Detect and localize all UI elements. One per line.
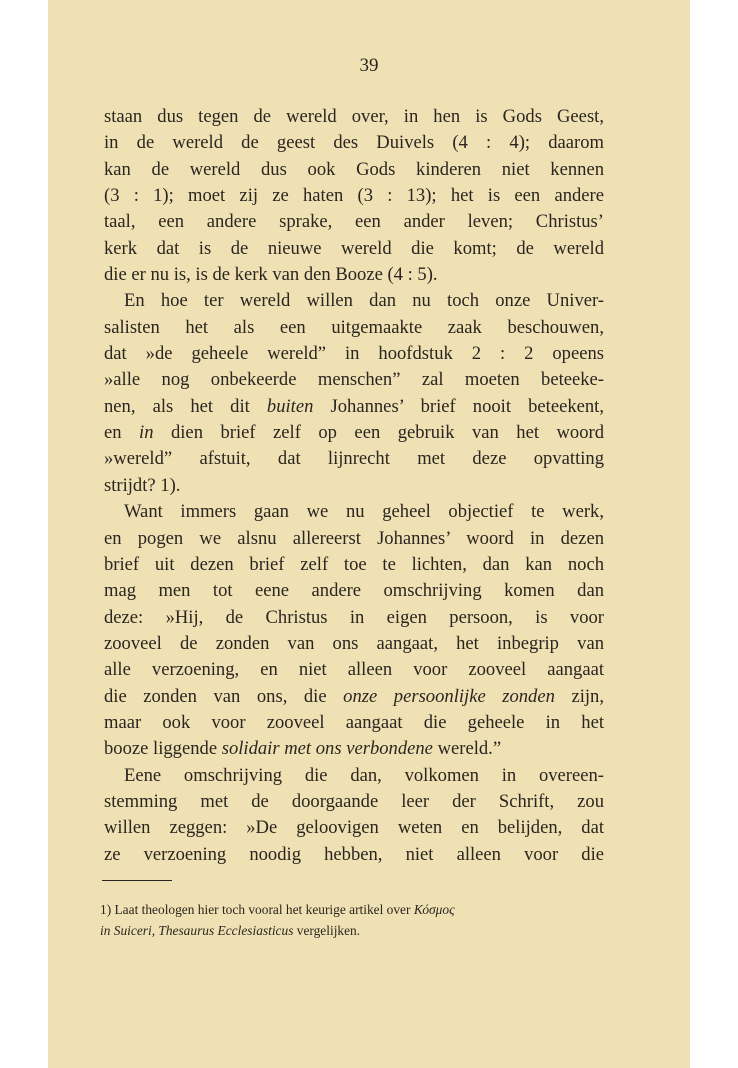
text-line	[104, 684, 604, 710]
text-run: nen, als het dit	[104, 395, 267, 417]
text-line: mag men tot eene andere omschrijving komen dan	[104, 580, 604, 602]
text-line: Eene omschrijving die dan, volkomen in overeen-	[124, 764, 604, 786]
text-line: willen zeggen: »De geloovigen weten en belijden, dat	[104, 817, 604, 839]
text-line: Want immers gaan we nu geheel objectief te werk,	[124, 501, 604, 523]
text-line: »wereld” afstuit, dat lijnrecht met deze opvatting	[104, 448, 604, 470]
text-line	[104, 736, 604, 762]
text-run: vergelijken.	[293, 923, 361, 938]
text-line	[104, 394, 604, 420]
emphasis-text: solidair met ons verbondene	[221, 738, 433, 760]
emphasis-text: buiten	[266, 395, 314, 417]
text-line: dat »de geheele wereld” in hoofdstuk 2 : 2 opeens	[104, 343, 604, 365]
text-line: staan dus tegen de wereld over, in hen is Gods Geest,	[104, 106, 604, 127]
text-line: kerk dat is de nieuwe wereld die komt; de wereld	[104, 237, 604, 259]
book-page	[48, 0, 690, 1068]
text-run: Johannes’ brief nooit beteekent,	[313, 395, 605, 417]
emphasis-text: in	[139, 422, 154, 444]
text-run: wereld.”	[432, 738, 502, 760]
text-line: salisten het als een uitgemaakte zaak beschouwen,	[104, 316, 604, 338]
text-line: maar ook voor zooveel aangaat die geheele in het	[104, 711, 604, 733]
footnote-divider	[102, 880, 172, 881]
text-line: ze verzoening noodig hebben, niet alleen voor die	[104, 843, 604, 865]
text-line: »alle nog onbekeerde menschen” zal moeten beteeke-	[104, 369, 604, 391]
body-text	[104, 104, 604, 868]
emphasis-text: in Suiceri, Thesaurus Ecclesiasticus	[100, 923, 294, 938]
emphasis-text: onze persoonlijke zonden	[343, 685, 555, 707]
text-run: booze liggende	[104, 738, 222, 760]
text-line: in de wereld de geest des Duivels (4 : 4); daarom	[104, 132, 604, 154]
text-run: dien brief zelf op een gebruik van het woord	[153, 422, 605, 444]
footnote-line	[100, 899, 600, 920]
text-line: alle verzoening, en niet alleen voor zooveel aangaat	[104, 659, 604, 681]
text-run: die zonden van ons, die	[104, 685, 344, 707]
text-line: En hoe ter wereld willen dan nu toch onze Univer-	[124, 290, 604, 312]
text-run: en	[104, 422, 140, 444]
footnote	[100, 899, 600, 941]
text-line: brief uit dezen brief zelf toe te lichten, dan kan noch	[104, 553, 604, 575]
text-line	[104, 420, 604, 446]
text-line: en pogen we alsnu allereerst Johannes’ woord in dezen	[104, 527, 604, 549]
text-line: deze: »Hij, de Christus in eigen persoon, is voor	[104, 606, 604, 628]
text-line: strijdt? 1).	[104, 474, 181, 496]
page-number: 39	[359, 55, 379, 76]
text-line: taal, een andere sprake, een ander leven; Christus’	[104, 211, 604, 233]
text-run: 1) Laat theologen hier toch vooral het keurige artikel over	[100, 902, 414, 917]
text-line: zooveel de zonden van ons aangaat, het inbegrip van	[104, 632, 604, 654]
text-run: zijn,	[554, 685, 604, 707]
text-line: (3 : 1); moet zij ze haten (3 : 13); het is een andere	[104, 185, 604, 207]
text-line: stemming met de doorgaande leer der Schrift, zou	[104, 790, 604, 812]
text-line: die er nu is, is de kerk van den Booze (4 : 5).	[104, 264, 438, 286]
footnote-line	[100, 920, 600, 941]
emphasis-text: Κόσμος	[413, 902, 455, 917]
text-line: kan de wereld dus ook Gods kinderen niet kennen	[104, 158, 604, 180]
